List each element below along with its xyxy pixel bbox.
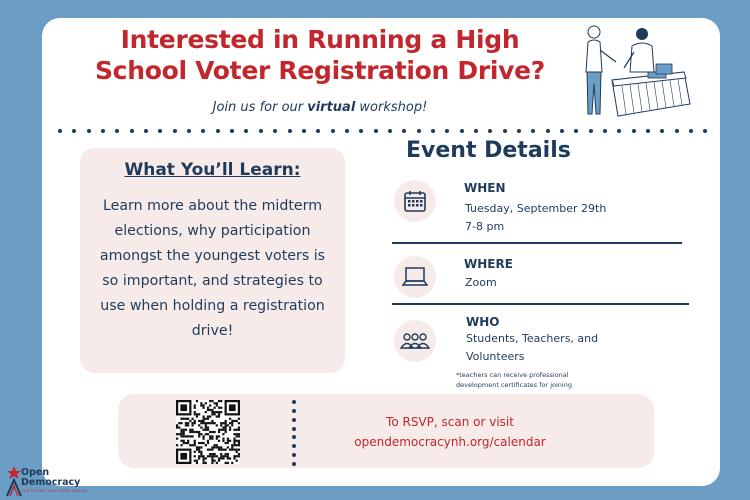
divider-dot [345, 129, 349, 133]
teacher-footnote: *teachers can receive professional development certificates for joining [456, 371, 572, 389]
laptop-icon [402, 266, 428, 288]
divider-dot [292, 444, 296, 448]
divider-dot [302, 129, 306, 133]
learn-body: Learn more about the midterm elections, why participation amongst the youngest voters is so important, and strategies to use when holding a registration drive! [99, 198, 326, 339]
rsvp-link[interactable]: opendemocracynh.org/calendar [354, 435, 546, 449]
divider-dot [359, 129, 363, 133]
divider-dot [460, 129, 464, 133]
divider-dot [187, 129, 191, 133]
divider-dot [503, 129, 507, 133]
subtitle [60, 100, 580, 115]
when-label: WHEN [464, 181, 506, 195]
divider-dot [87, 129, 91, 133]
divider-dot [273, 129, 277, 133]
where-icon-circle [394, 256, 436, 298]
title-line-2: School Voter Registration Drive? [94, 56, 546, 85]
when-icon-circle [394, 180, 436, 222]
divider-dot [292, 418, 296, 422]
who-icon-circle [394, 320, 436, 362]
divider-dot [158, 129, 162, 133]
divider-dot [115, 129, 119, 133]
page-title [60, 24, 580, 86]
divider-when [392, 242, 682, 244]
divider-dot [292, 453, 296, 457]
divider-dot [445, 129, 449, 133]
divider-dot [144, 129, 148, 133]
rsvp-text [330, 412, 570, 452]
subtitle-bold: virtual [307, 100, 356, 115]
divider-where [392, 303, 689, 305]
rsvp-dotted-divider [292, 400, 296, 466]
divider-dot [331, 129, 335, 133]
who-line-1: Students, Teachers, and [466, 332, 599, 345]
divider-dot [244, 129, 248, 133]
people-icon [400, 331, 430, 351]
divider-dot [230, 129, 234, 133]
divider-dot [589, 129, 593, 133]
divider-dot [546, 129, 550, 133]
divider-dot [292, 409, 296, 413]
divider-dot [603, 129, 607, 133]
divider-dot [689, 129, 693, 133]
divider-dot [288, 129, 292, 133]
divider-dot [259, 129, 263, 133]
when-date: Tuesday, September 29th [465, 202, 607, 215]
logo-line-1: Open [21, 467, 50, 478]
divider-dot [574, 129, 578, 133]
divider-dot [292, 427, 296, 431]
divider-dot [417, 129, 421, 133]
divider-dot [632, 129, 636, 133]
divider-dot [703, 129, 707, 133]
divider-dot [72, 129, 76, 133]
dotted-divider [58, 127, 708, 135]
divider-dot [216, 129, 220, 133]
subtitle-pre: Join us for our [212, 100, 308, 115]
who-value [466, 330, 666, 366]
event-details-heading: Event Details [406, 138, 571, 163]
calendar-icon [403, 189, 427, 213]
divider-dot [474, 129, 478, 133]
divider-dot [431, 129, 435, 133]
divider-dot [646, 129, 650, 133]
divider-dot [130, 129, 134, 133]
divider-dot [617, 129, 621, 133]
divider-dot [402, 129, 406, 133]
divider-dot [101, 129, 105, 133]
subtitle-post: workshop! [355, 100, 428, 115]
logo-tagline: OUR VOICES. OUR VOTES. OUR NH. [21, 489, 89, 493]
divider-dot [292, 462, 296, 466]
divider-dot [531, 129, 535, 133]
divider-dot [58, 129, 62, 133]
when-time: 7-8 pm [465, 220, 505, 233]
divider-dot [316, 129, 320, 133]
rsvp-line-1: To RSVP, scan or visit [386, 415, 514, 429]
divider-dot [201, 129, 205, 133]
divider-dot [292, 435, 296, 439]
voter-registration-illustration [572, 22, 702, 124]
learn-panel [80, 148, 345, 373]
divider-dot [660, 129, 664, 133]
logo-line-2: Democracy [21, 477, 81, 488]
divider-dot [560, 129, 564, 133]
divider-dot [292, 400, 296, 404]
divider-dot [488, 129, 492, 133]
who-label: WHO [466, 315, 500, 329]
learn-heading: What You’ll Learn: [124, 160, 301, 180]
divider-dot [173, 129, 177, 133]
qr-code[interactable] [176, 400, 240, 464]
who-line-2: Volunteers [466, 350, 525, 363]
divider-dot [374, 129, 378, 133]
where-value: Zoom [465, 276, 497, 289]
where-label: WHERE [464, 257, 513, 271]
divider-dot [675, 129, 679, 133]
divider-dot [517, 129, 521, 133]
when-value [465, 200, 665, 236]
logo-wordmark [21, 468, 80, 488]
title-line-1: Interested in Running a High [120, 25, 520, 54]
divider-dot [388, 129, 392, 133]
